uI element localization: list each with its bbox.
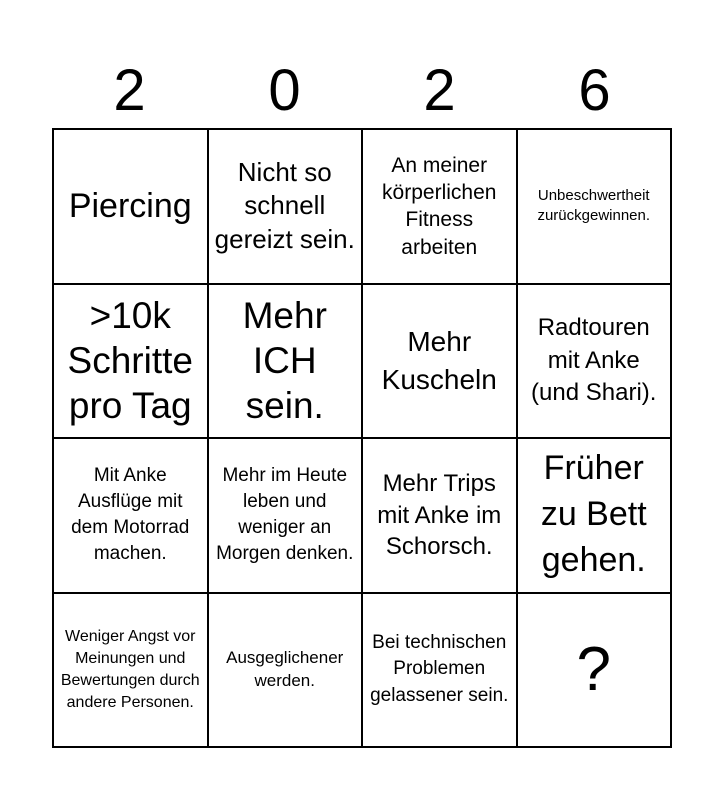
cell-text: Ausgeglichener werden. <box>226 647 344 690</box>
cell-text: Mehr ICH sein. <box>242 295 327 427</box>
bingo-cell-3-2[interactable] <box>209 439 364 594</box>
bingo-cell-4-1[interactable] <box>54 594 209 749</box>
cell-text: Mehr Trips mit Anke im Schorsch. <box>377 470 502 560</box>
cell-text: Unbeschwertheit zurückgewinnen. <box>537 187 651 225</box>
cell-text: >10k Schritte pro Tag <box>67 295 193 427</box>
cell-text: Bei technischen Problemen gelassener sein. <box>370 631 509 707</box>
bingo-cell-4-4[interactable] <box>518 594 673 749</box>
cell-text: Mehr Kuscheln <box>381 325 497 395</box>
header-letter-3: 2 <box>423 58 456 123</box>
header-letter-2: 0 <box>268 58 301 123</box>
cell-text: An meiner körperlichen Fitness arbeiten <box>382 153 497 259</box>
bingo-header <box>52 56 672 126</box>
cell-text: Piercing <box>68 186 192 225</box>
bingo-cell-1-4[interactable] <box>518 130 673 285</box>
bingo-grid <box>52 128 672 748</box>
cell-text: Nicht so schnell gereizt sein. <box>214 156 355 255</box>
bingo-cell-1-1[interactable] <box>54 130 209 285</box>
bingo-cell-1-3[interactable] <box>363 130 518 285</box>
cell-text: Radtouren mit Anke (und Shari). <box>531 314 657 406</box>
cell-text: Weniger Angst vor Meinungen und Bewertungen durch andere Personen. <box>60 627 200 711</box>
bingo-cell-2-1[interactable] <box>54 285 209 440</box>
bingo-cell-2-3[interactable] <box>363 285 518 440</box>
header-letter-1: 2 <box>113 58 146 123</box>
header-letter-4: 6 <box>578 58 611 123</box>
bingo-cell-3-3[interactable] <box>363 439 518 594</box>
bingo-cell-3-4[interactable] <box>518 439 673 594</box>
bingo-cell-1-2[interactable] <box>209 130 364 285</box>
cell-text: Mehr im Heute leben und weniger an Morgen denken. <box>216 464 354 565</box>
free-space-question-mark: ? <box>576 634 611 704</box>
bingo-cell-3-1[interactable] <box>54 439 209 594</box>
bingo-cell-4-2[interactable] <box>209 594 364 749</box>
bingo-cell-4-3[interactable] <box>363 594 518 749</box>
cell-text: Mit Anke Ausflüge mit dem Motorrad machen. <box>71 464 190 565</box>
bingo-cell-2-4[interactable] <box>518 285 673 440</box>
cell-text: Früher zu Bett gehen. <box>540 449 647 580</box>
bingo-cell-2-2[interactable] <box>209 285 364 440</box>
